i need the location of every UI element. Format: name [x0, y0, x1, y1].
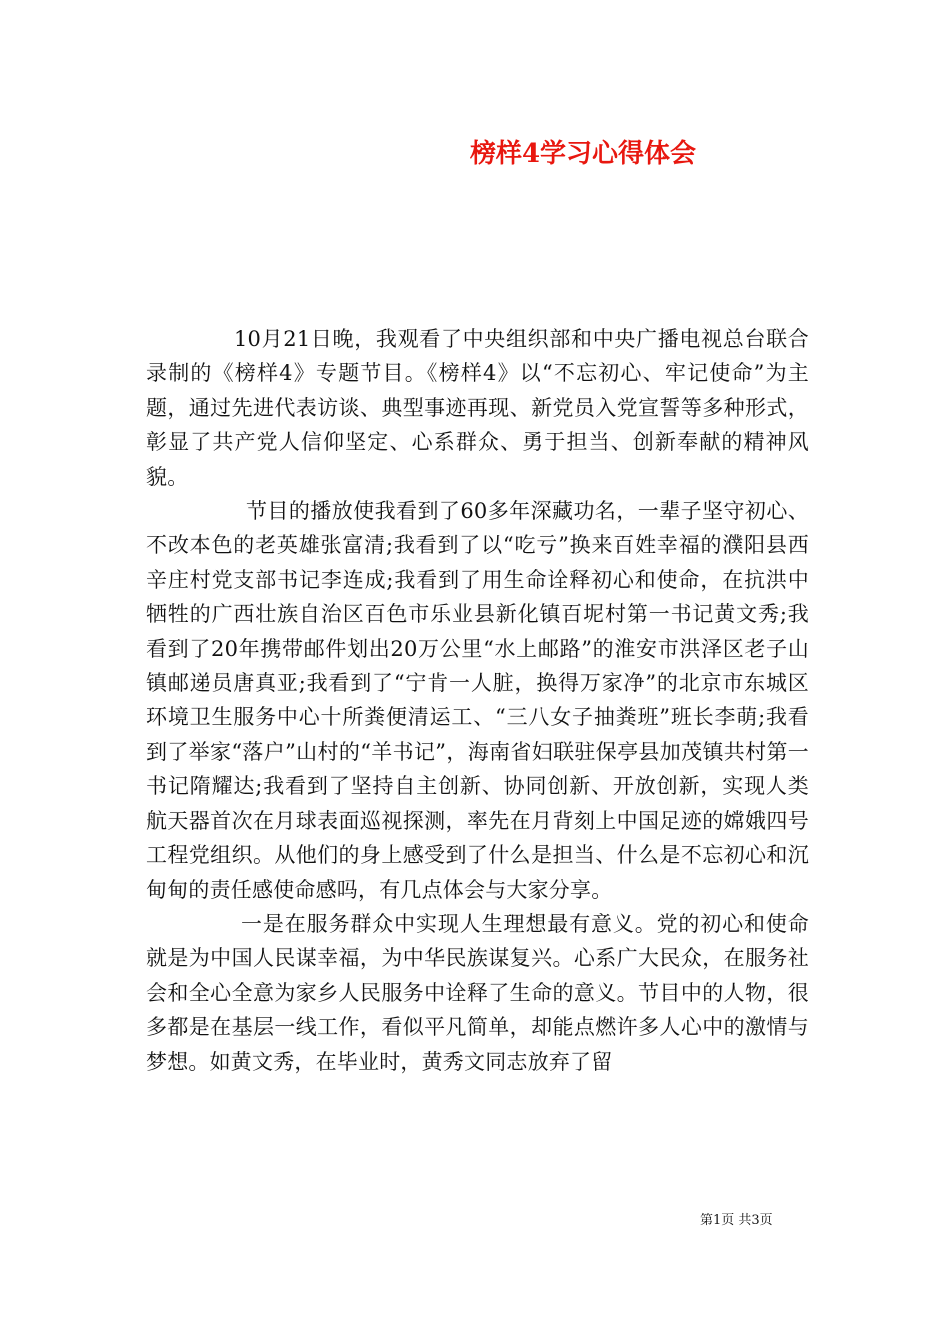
- paragraph: 10月21日晚，我观看了中央组织部和中央广播电视总台联合录制的《榜样4》专题节目。《榜样4》以“不忘初心、牢记使命”为主题，通过先进代表访谈、典型事迹再现、新党员入党宣誓等多种形式，彰显了共产党人信仰坚定、心系群众、勇于担当、创新奉献的精神风貌。: [146, 327, 809, 489]
- paragraph: 节目的播放使我看到了60多年深藏功名，一辈子坚守初心、不改本色的老英雄张富清;我看到了以“吃亏”换来百姓幸福的濮阳县西辛庄村党支部书记李连成;我看到了用生命诠释初心和使命，在抗洪中牺牲的广西壮族自治区百色市乐业县新化镇百坭村第一书记黄文秀;我看到了20年携带邮件划出20万公里“水上邮路”的淮安市洪泽区老子山镇邮递员唐真亚;我看到了“宁肯一人脏，换得万家净”的北京市东城区环境卫生服务中心十所粪便清运工、“三八女子抽粪班”班长李萌;我看到了举家“落户”山村的“羊书记”，海南省妇联驻保亭县加茂镇共村第一书记隋耀达;我看到了坚持自主创新、协同创新、开放创新，实现人类航天器首次在月球表面巡视探测，率先在月背刻上中国足迹的嫦娥四号工程党组织。从他们的身上感受到了什么是担当、什么是不忘初心和沉甸甸的责任感使命感吗，有几点体会与大家分享。: [146, 499, 809, 902]
- page-number: 第1页 共3页: [700, 1213, 773, 1228]
- paragraph: 一是在服务群众中实现人生理想最有意义。党的初心和使命就是为中国人民谋幸福，为中华民族谋复兴。心系广大民众，在服务社会和全心全意为家乡人民服务中诠释了生命的意义。节目中的人物，很多都是在基层一线工作，看似平凡简单，却能点燃许多人心中的激情与梦想。如黄文秀，在毕业时，黄秀文同志放弃了留: [146, 911, 809, 1074]
- document-title: 榜样4学习心得体会: [469, 139, 697, 169]
- document-body: [146, 322, 809, 1079]
